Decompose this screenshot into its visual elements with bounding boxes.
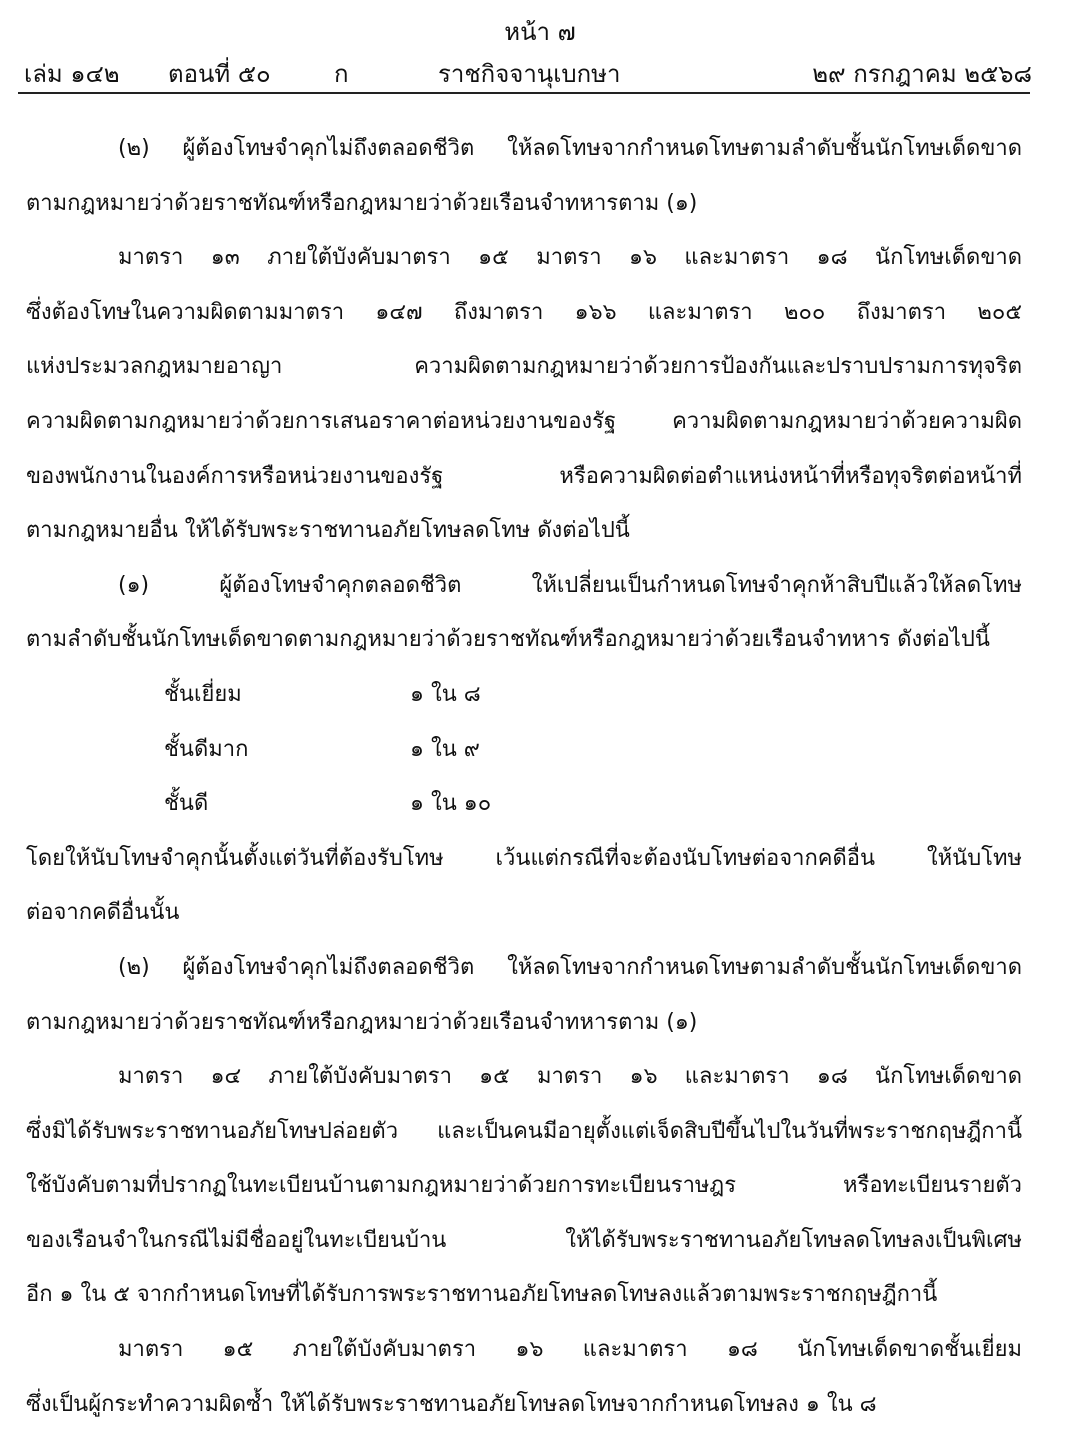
paragraph-line: ต่อจากคดีอื่นนั้น: [26, 900, 180, 926]
paragraph-line: ซึ่งต้องโทษในความผิดตามมาตรา ๑๔๗ ถึงมาตรา ๑๖๖ และมาตรา ๒๐๐ ถึงมาตรา ๒๐๕: [26, 299, 1022, 325]
paragraph-line: (๒) ผู้ต้องโทษจำคุกไม่ถึงตลอดชีวิต ให้ลดโทษจากกำหนดโทษตามลำดับชั้นนักโทษเด็ดขาด: [118, 136, 1022, 161]
paragraph-line: (๒) ผู้ต้องโทษจำคุกไม่ถึงตลอดชีวิต ให้ลดโทษจากกำหนดโทษตามลำดับชั้นนักโทษเด็ดขาด: [118, 954, 1022, 980]
paragraph-line: ใช้บังคับตามที่ปรากฏในทะเบียนบ้านตามกฎหมายว่าด้วยการทะเบียนราษฎร หรือทะเบียนรายตัว: [26, 1173, 1022, 1199]
document-body: [26, 122, 1022, 1432]
paragraphs-after-ladder: [26, 832, 1022, 1432]
prisoner-class: ชั้นเยี่ยม: [164, 681, 242, 707]
volume-label: เล่ม ๑๔๒: [24, 60, 120, 88]
paragraph-line: ซึ่งเป็นผู้กระทำความผิดซ้ำ ให้ได้รับพระราชทานอภัยโทษลดโทษจากกำหนดโทษลง ๑ ใน ๘: [26, 1391, 877, 1417]
paragraphs-before-ladder: [26, 122, 1022, 668]
paragraph-line: ตามกฎหมายว่าด้วยราชทัณฑ์หรือกฎหมายว่าด้วยเรือนจำทหารตาม (๑): [26, 190, 698, 216]
reduction-ratio: ๑ ใน ๙: [410, 736, 480, 762]
paragraph-line: ความผิดตามกฎหมายว่าด้วยการเสนอราคาต่อหน่วยงานของรัฐ ความผิดตามกฎหมายว่าด้วยความผิด: [26, 408, 1022, 434]
paragraph-line: ตามกฎหมายอื่น ให้ได้รับพระราชทานอภัยโทษลดโทษ ดังต่อไปนี้: [26, 518, 630, 544]
ladder-row: [26, 723, 1022, 778]
part-label: ก: [334, 60, 349, 88]
paragraph-line: ตามลำดับชั้นนักโทษเด็ดขาดตามกฎหมายว่าด้วยราชทัณฑ์หรือกฎหมายว่าด้วยเรือนจำทหาร ดังต่อไปนี้: [26, 627, 990, 653]
paragraph-line: ของเรือนจำในกรณีไม่มีชื่ออยู่ในทะเบียนบ้าน ให้ได้รับพระราชทานอภัยโทษลดโทษลงเป็นพิเศษ: [26, 1227, 1022, 1253]
reduction-ratio: ๑ ใน ๘: [410, 681, 481, 707]
paragraph-line: ของพนักงานในองค์การหรือหน่วยงานของรัฐ หรือความผิดต่อตำแหน่งหน้าที่หรือทุจริตต่อหน้าที่: [26, 463, 1022, 489]
paragraph-line: มาตรา ๑๓ ภายใต้บังคับมาตรา ๑๕ มาตรา ๑๖ และมาตรา ๑๘ นักโทษเด็ดขาด: [118, 245, 1022, 271]
paragraph-line: อีก ๑ ใน ๕ จากกำหนดโทษที่ได้รับการพระราชทานอภัยโทษลดโทษลงแล้วตามพระราชกฤษฎีกานี้: [26, 1282, 938, 1308]
paragraph-line: มาตรา ๑๕ ภายใต้บังคับมาตรา ๑๖ และมาตรา ๑๘ นักโทษเด็ดขาดชั้นเยี่ยม: [118, 1337, 1022, 1363]
prisoner-class: ชั้นดี: [164, 791, 209, 817]
gazette-header-row: [24, 54, 1032, 88]
paragraph-line: ตามกฎหมายว่าด้วยราชทัณฑ์หรือกฎหมายว่าด้วยเรือนจำทหารตาม (๑): [26, 1009, 698, 1035]
paragraph-line: โดยให้นับโทษจำคุกนั้นตั้งแต่วันที่ต้องรับโทษ เว้นแต่กรณีที่จะต้องนับโทษต่อจากคดีอื่น ให้นับโทษ: [26, 845, 1022, 871]
gazette-title: ราชกิจจานุเบกษา: [438, 60, 621, 88]
header-divider: [18, 92, 1030, 94]
publication-date: ๒๙ กรกฎาคม ๒๕๖๘: [812, 60, 1032, 88]
section-label: ตอนที่ ๕๐: [168, 60, 271, 88]
reduction-ratio: ๑ ใน ๑๐: [410, 791, 492, 817]
ladder-row: [26, 668, 1022, 723]
ladder-row: [26, 777, 1022, 832]
paragraph-line: แห่งประมวลกฎหมายอาญา ความผิดตามกฎหมายว่าด้วยการป้องกันและปราบปรามการทุจริต: [26, 354, 1022, 380]
prisoner-class: ชั้นดีมาก: [164, 736, 249, 762]
reduction-ladder: [26, 668, 1022, 832]
paragraph-line: ซึ่งมิได้รับพระราชทานอภัยโทษปล่อยตัว และเป็นคนมีอายุตั้งแต่เจ็ดสิบปีขึ้นไปในวันที่พระราชกฤษฎีกานี้: [26, 1118, 1022, 1144]
page-number: หน้า ๗: [504, 18, 576, 46]
paragraph-line: มาตรา ๑๔ ภายใต้บังคับมาตรา ๑๕ มาตรา ๑๖ และมาตรา ๑๘ นักโทษเด็ดขาด: [118, 1064, 1022, 1090]
paragraph-line: (๑) ผู้ต้องโทษจำคุกตลอดชีวิต ให้เปลี่ยนเป็นกำหนดโทษจำคุกห้าสิบปีแล้วให้ลดโทษ: [118, 572, 1022, 598]
